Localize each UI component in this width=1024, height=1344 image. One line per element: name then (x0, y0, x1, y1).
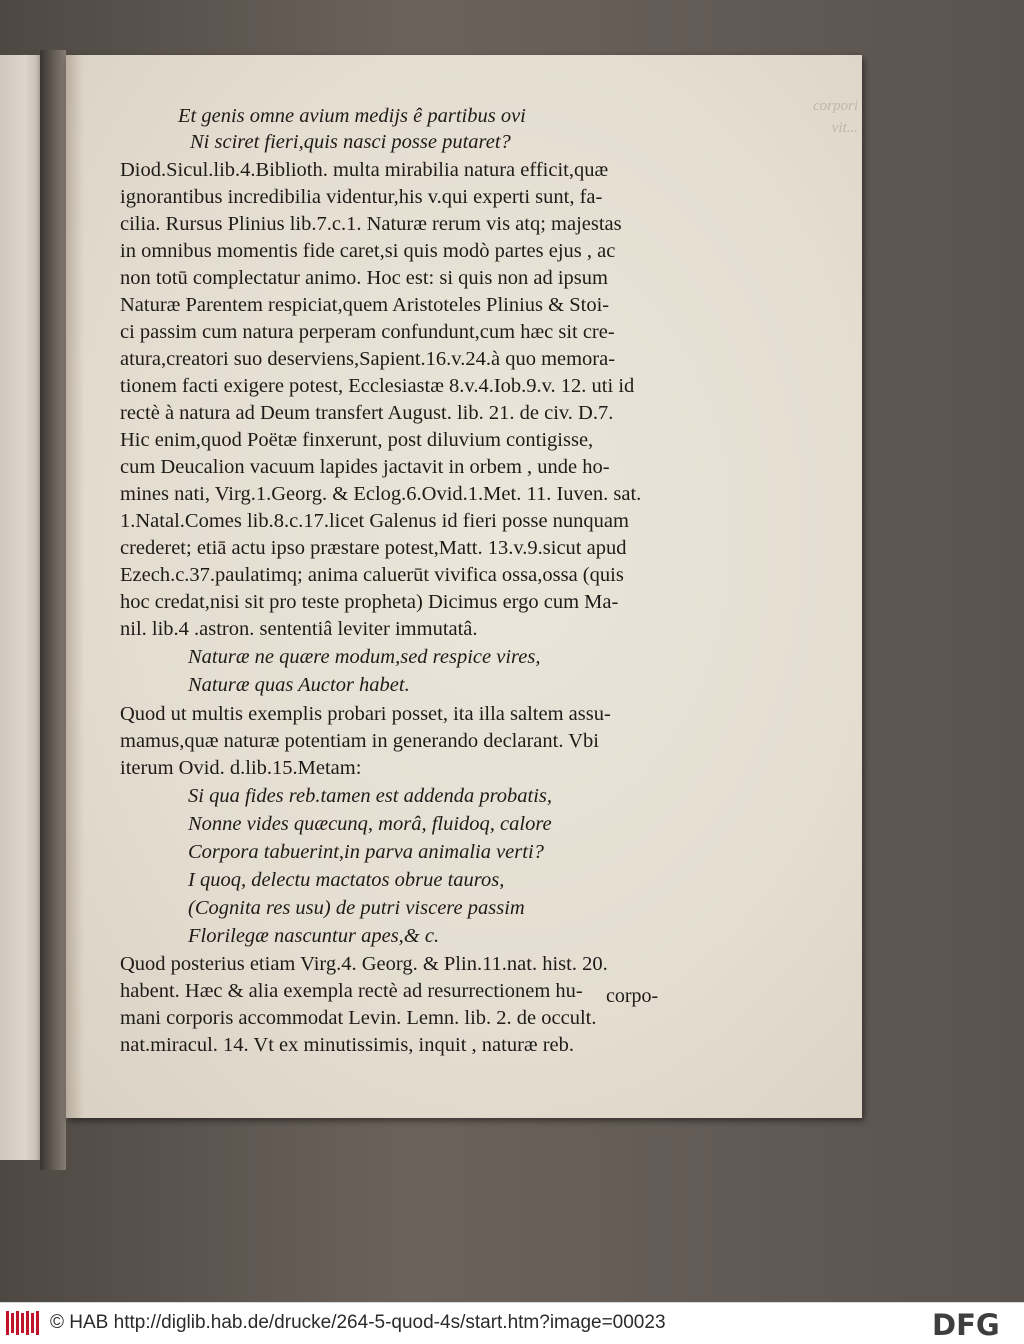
text-line: tionem facti exigere potest, Ecclesiastæ 8.v.4.Iob.9.v. 12. uti id (120, 375, 635, 397)
footer-bar (0, 1302, 1024, 1344)
text-line: mani corporis accommodat Levin. Lemn. lib. 2. de occult. (120, 1007, 597, 1029)
text-line: habent. Hæc & alia exempla rectè ad resurrectionem hu- (120, 980, 583, 1002)
text-line: nil. lib.4 .astron. sententiâ leviter immutatâ. (120, 618, 478, 640)
text-line: hoc credat,nisi sit pro teste propheta) Dicimus ergo cum Ma- (120, 591, 619, 613)
text-line: Quod ut multis exemplis probari posset, ita illa saltem assu- (120, 703, 611, 725)
text-line: ignorantibus incredibilia videntur,his v.qui experti sunt, fa- (120, 186, 603, 208)
text-line: Quod posterius etiam Virg.4. Georg. & Plin.11.nat. hist. 20. (120, 953, 608, 975)
text-line: 1.Natal.Comes lib.8.c.17.licet Galenus id fieri posse nunquam (120, 510, 629, 532)
text-line: ci passim cum natura perperam confundunt,cum hæc sit cre- (120, 321, 615, 343)
text-line: I quoq, delectu mactatos obrue tauros, (188, 869, 505, 891)
text-line: nat.miracul. 14. Vt ex minutissimis, inquit , naturæ reb. (120, 1034, 574, 1056)
dfg-logo: DFG (932, 1308, 1000, 1342)
text-line: mines nati, Virg.1.Georg. & Eclog.6.Ovid.1.Met. 11. Iuven. sat. (120, 483, 642, 505)
text-line: Ni sciret fieri,quis nasci posse putaret? (190, 131, 511, 153)
text-line: Hic enim,quod Poëtæ finxerunt, post diluvium contigisse, (120, 429, 594, 451)
text-line: in omnibus momentis fide caret,si quis modò partes ejus , ac (120, 240, 616, 262)
text-line: atura,creatori suo deserviens,Sapient.16.v.24.à quo memora- (120, 348, 616, 370)
text-line: Ezech.c.37.paulatimq; anima caluerūt vivifica ossa,ossa (quis (120, 564, 624, 586)
text-line: Diod.Sicul.lib.4.Biblioth. multa mirabilia natura efficit,quæ (120, 159, 609, 181)
text-line: Corpora tabuerint,in parva animalia verti? (188, 841, 544, 863)
text-line: Naturæ ne quære modum,sed respice vires, (188, 646, 541, 668)
text-line: Florilegæ nascuntur apes,& c. (188, 925, 440, 947)
hab-logo-icon (6, 1311, 42, 1335)
text-line: Naturæ quas Auctor habet. (188, 674, 410, 696)
text-line: cum Deucalion vacuum lapides jactavit in orbem , unde ho- (120, 456, 610, 478)
text-line: Si qua fides reb.tamen est addenda probatis, (188, 785, 553, 807)
text-line: mamus,quæ naturæ potentiam in generando declarant. Vbi (120, 730, 599, 752)
text-line: Nonne vides quæcunq, morâ, fluidoq, calore (188, 813, 552, 835)
bleed-through-text: corpori vit... (813, 98, 858, 136)
copyright-url-text: © HAB http://diglib.hab.de/drucke/264-5-quod-4s/start.htm?image=00023 (50, 1312, 666, 1333)
text-line: (Cognita res usu) de putri viscere passim (188, 897, 525, 919)
book-gutter (40, 50, 66, 1170)
text-line: non totū complectatur animo. Hoc est: si quis non ad ipsum (120, 267, 608, 289)
text-line: rectè à natura ad Deum transfert August. lib. 21. de civ. D.7. (120, 402, 614, 424)
catchword: corpo- (606, 985, 659, 1007)
text-line: Et genis omne avium medijs ê partibus ovi (178, 105, 526, 127)
book-page (66, 55, 862, 1118)
text-line: cilia. Rursus Plinius lib.7.c.1. Naturæ rerum vis atq; majestas (120, 213, 622, 235)
text-line: iterum Ovid. d.lib.15.Metam: (120, 757, 362, 779)
text-line: crederet; etiā actu ipso præstare potest,Matt. 13.v.9.sicut apud (120, 537, 627, 559)
text-line: Naturæ Parentem respiciat,quem Aristoteles Plinius & Stoi- (120, 294, 610, 316)
